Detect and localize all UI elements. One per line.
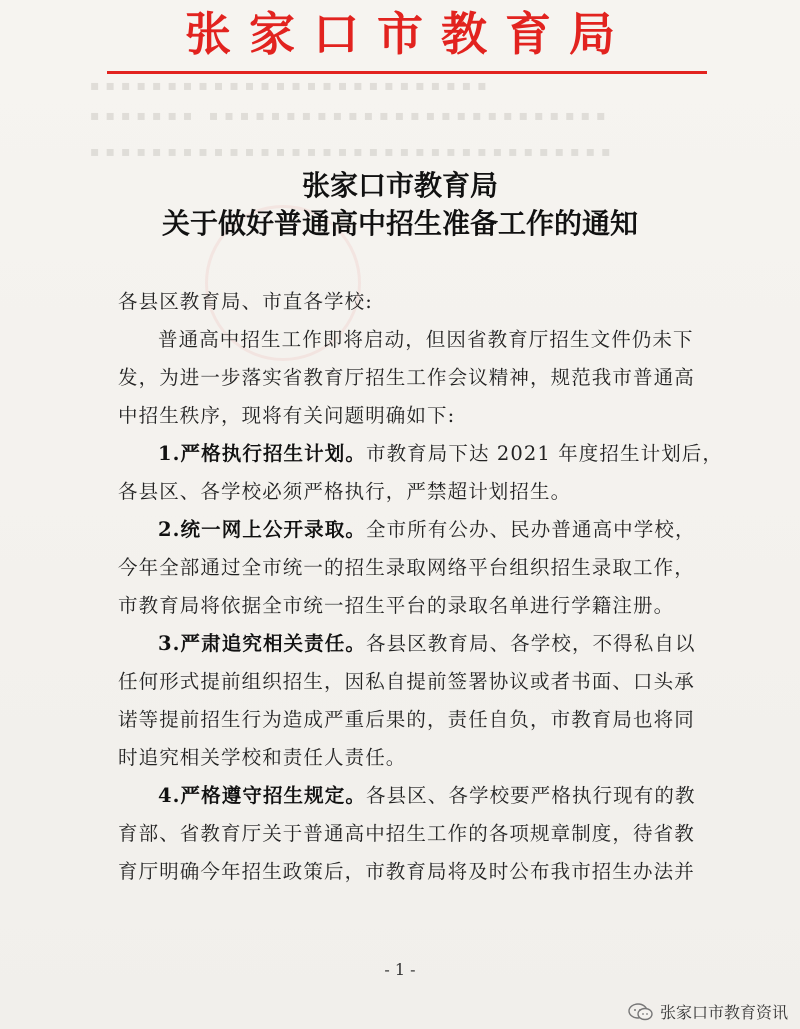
bleed-through-text: ▪▪▪▪▪▪▪▪▪▪▪▪▪▪▪▪▪▪▪▪▪▪▪▪▪▪	[90, 78, 493, 94]
item-4-heading: 4.严格遵守招生规定。	[158, 784, 366, 807]
source-name: 张家口市教育资讯	[659, 1003, 788, 1022]
wechat-icon	[628, 1002, 654, 1022]
item-3-first-line	[158, 625, 758, 663]
letterhead: 张家口市教育局	[185, 7, 633, 61]
item-3-text: 各县区教育局、各学校，不得私自以	[365, 632, 696, 655]
item-1-heading: 1.严格执行招生计划。	[158, 442, 366, 465]
item-3-line: 任何形式提前组织招生，因私自提前签署协议或者书面、口头承	[118, 670, 695, 693]
salutation: 各县区教育局、市直各学校:	[118, 290, 373, 313]
title-line-2: 关于做好普通高中招生准备工作的通知	[161, 207, 638, 240]
item-2-first-line	[158, 511, 758, 549]
item-2-text: 全市所有公办、民办普通高中学校，	[365, 518, 696, 541]
item-3-line: 诺等提前招生行为造成严重后果的，责任自负，市教育局也将同	[118, 708, 695, 731]
item-2-line: 今年全部通过全市统一的招生录取网络平台组织招生录取工作，	[118, 556, 695, 579]
item-4-line: 育部、省教育厅关于普通高中招生工作的各项规章制度，待省教	[118, 822, 695, 845]
intro-line: 发，为进一步落实省教育厅招生工作会议精神，规范我市普通高	[118, 366, 695, 389]
item-3-heading: 3.严肃追究相关责任。	[158, 632, 366, 655]
intro-line: 普通高中招生工作即将启动，但因省教育厅招生文件仍未下	[158, 328, 694, 351]
bleed-through-text: ▪▪▪▪▪▪▪▪▪▪▪▪▪▪▪▪▪▪▪▪▪▪▪▪▪▪▪▪▪▪▪▪▪▪	[90, 144, 617, 160]
item-3-line: 时追究相关学校和责任人责任。	[118, 746, 407, 769]
item-2-heading: 2.统一网上公开录取。	[158, 518, 366, 541]
page-number: - 1 -	[384, 960, 416, 979]
item-4-first-line	[158, 777, 758, 815]
intro-line: 中招生秩序，现将有关问题明确如下:	[118, 404, 456, 427]
title-line-1: 张家口市教育局	[301, 169, 498, 202]
letterhead-rule	[107, 71, 707, 74]
item-1-first-line	[158, 435, 758, 473]
item-2-line: 市教育局将依据全市统一招生平台的录取名单进行学籍注册。	[118, 594, 675, 617]
bleed-through-text: ▪▪▪▪▪▪▪ ▪▪▪▪▪▪▪▪▪▪▪▪▪▪▪▪▪▪▪▪▪▪▪▪▪▪	[90, 108, 612, 124]
item-1-line: 各县区、各学校必须严格执行，严禁超计划招生。	[118, 480, 572, 503]
item-1-text: 市教育局下达 2021 年度招生计划后，	[365, 442, 723, 465]
item-4-line: 育厅明确今年招生政策后，市教育局将及时公布我市招生办法并	[118, 860, 695, 883]
source-watermark	[628, 1000, 788, 1023]
item-4-text: 各县区、各学校要严格执行现有的教	[365, 784, 696, 807]
